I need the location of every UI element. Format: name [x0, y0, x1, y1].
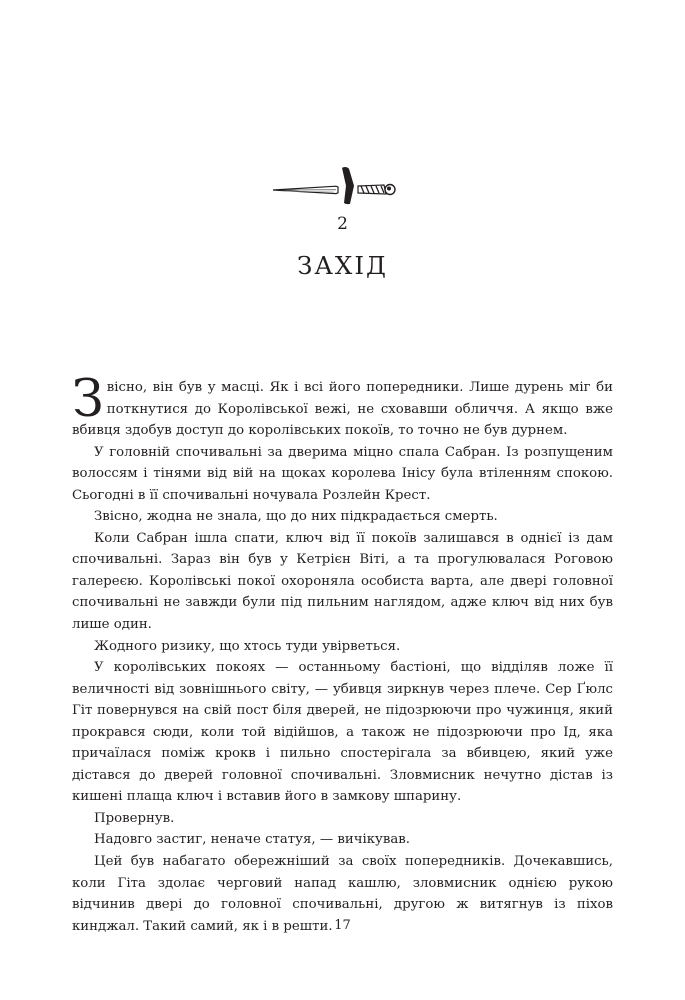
- paragraph: Коли Сабран ішла спати, ключ від її покоїв залишався в однієї із дам спочивальні. Зараз він був у Кетрієн Віті, а та прогулювалася Роговою галереєю. Королівські покої охороняла особиста варта, але двері головної спочивальні не завжди були під пильним наглядом, адже ключ від них був лише один.: [72, 530, 613, 633]
- paragraph: [72, 370, 613, 442]
- chapter-body: [72, 370, 613, 937]
- paragraph: Цей був набагато обережніший за своїх попередників. Дочекавшись, коли Гіта здолає черговий напад кашлю, зловмисник однією рукою відчинив двері до головної спочивальні, другою ж витягнув із піхов кинджал. Такий самий, як і в решти.: [72, 854, 613, 934]
- page-number: 17: [334, 918, 351, 933]
- chapter-number: 2: [337, 214, 348, 234]
- paragraph: Жодного ризику, що хтось туди увірветься.: [94, 638, 401, 654]
- chapter-title: ЗАХІД: [297, 251, 388, 280]
- paragraph: Надовго застиг, неначе статуя, — вичікував.: [94, 832, 411, 848]
- first-paragraph-text: вісно, він був у масці. Як і всі його попередники. Лише дурень міг би поткнутися до Королівської вежі, не сховавши обличчя. А якщо вже вбивця здобув доступ до королівських покоїв, то точно не був дурнем.: [72, 380, 613, 439]
- paragraph: У головній спочивальні за дверима міцно спала Сабран. Із розпущеним волоссям і тінями від вій на щоках королева Інісу була втіленням спокою. Сьогодні в її спочивальні ночувала Розлейн Крест.: [72, 444, 613, 503]
- paragraph: У королівських покоях — останньому бастіоні, що відділяв ложе її величності від зовнішнього світу, — убивця зиркнув через плече. Сер Ґюлс Гіт повернувся на свій пост біля дверей, не підозрюючи про чужинця, який прокрався сюди, коли той відійшов, а також не підозрюючи про Ід, яка причаїлася поміж крокв і пильно спостерігала за вбивцею, який уже дістався до дверей головної спочивальні. Зловмисник нечутно дістав із кишені плаща ключ і вставив його в замкову шпарину.: [72, 660, 613, 805]
- drop-cap: З: [72, 370, 104, 429]
- paragraph: Звісно, жодна не знала, що до них підкрадається смерть.: [94, 509, 498, 525]
- paragraph: Провернув.: [94, 810, 175, 826]
- dagger-ornament: [270, 166, 398, 206]
